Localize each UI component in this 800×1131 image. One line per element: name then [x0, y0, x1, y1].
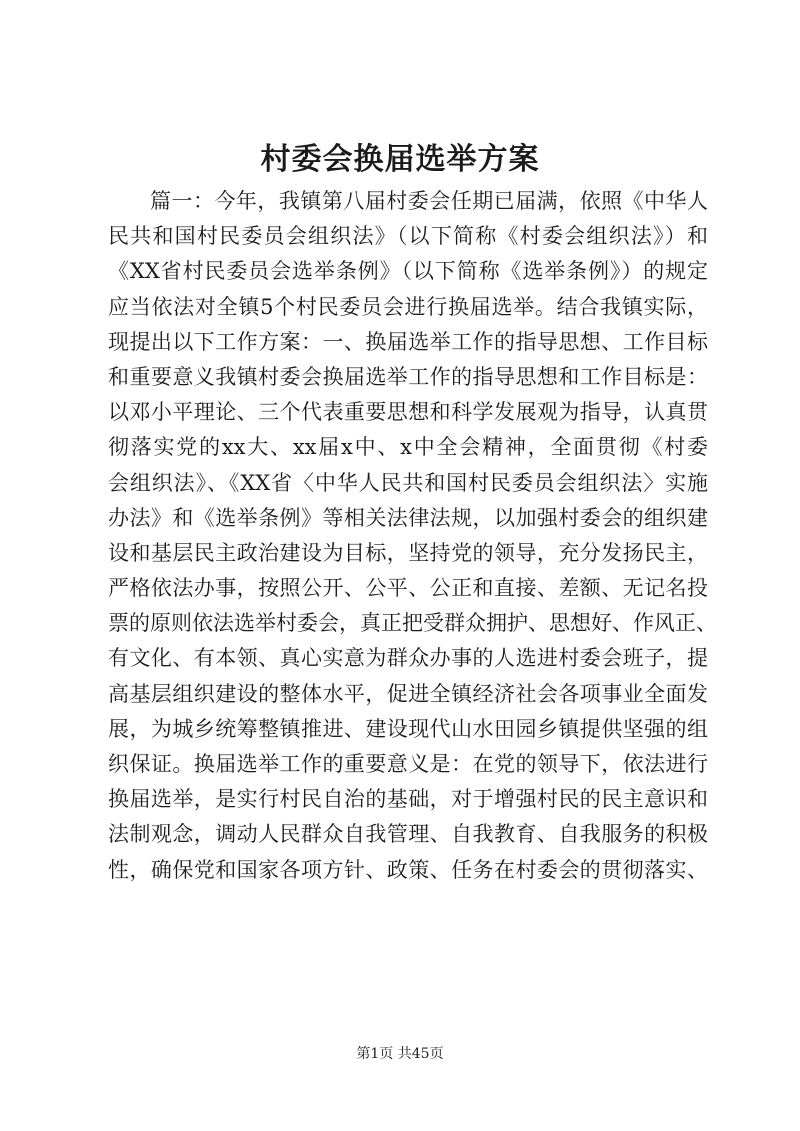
body-line: 票的原则依法选举村委会，真正把受群众拥护、思想好、作风正、 [108, 611, 717, 636]
document-body [108, 184, 717, 888]
body-line: 织保证。换届选举工作的重要意义是：在党的领导下，依法进行 [108, 752, 708, 776]
document-title: 村委会换届选举方案 [260, 142, 540, 177]
body-line: 篇一：今年，我镇第八届村委会任期已届满，依照《中华人 [150, 189, 708, 213]
page-footer: 第1页 共45页 [356, 1046, 444, 1062]
body-line: 《XX省村民委员会选举条例》（以下简称《选举条例》）的规定 [108, 259, 708, 284]
body-line: 有文化、有本领、真心实意为群众办事的人选进村委会班子，提 [108, 646, 708, 671]
body-line: 性，确保党和国家各项方针、政策、任务在村委会的贯彻落实、 [108, 857, 708, 882]
body-line: 和重要意义我镇村委会换届选举工作的指导思想和工作目标是： [108, 364, 708, 389]
body-line: 会组织法》、《XX省〈中华人民共和国村民委员会组织法〉实施 [108, 470, 708, 495]
body-line: 现提出以下工作方案：一、换届选举工作的指导思想、工作目标 [108, 329, 708, 354]
body-line: 应当依法对全镇5个村民委员会进行换届选举。结合我镇实际， [108, 294, 708, 319]
body-line: 严格依法办事，按照公开、公平、公正和直接、差额、无记名投 [108, 576, 708, 601]
body-line: 展，为城乡统筹整镇推进、建设现代山水田园乡镇提供坚强的组 [108, 716, 708, 741]
body-line: 彻落实党的xx大、xx届x中、x中全会精神，全面贯彻《村委 [108, 435, 708, 460]
body-line: 换届选举，是实行村民自治的基础，对于增强村民的民主意识和 [108, 787, 708, 812]
body-line: 高基层组织建设的整体水平，促进全镇经济社会各项事业全面发 [108, 681, 708, 706]
body-line: 设和基层民主政治建设为目标，坚持党的领导，充分发扬民主， [108, 540, 708, 565]
body-line: 民共和国村民委员会组织法》（以下简称《村委会组织法》）和 [108, 224, 708, 249]
body-line: 法制观念，调动人民群众自我管理、自我教育、自我服务的积极 [108, 822, 708, 847]
body-line: 办法》和《选举条例》等相关法律法规，以加强村委会的组织建 [108, 505, 708, 530]
body-line: 以邓小平理论、三个代表重要思想和科学发展观为指导，认真贯 [108, 400, 708, 425]
